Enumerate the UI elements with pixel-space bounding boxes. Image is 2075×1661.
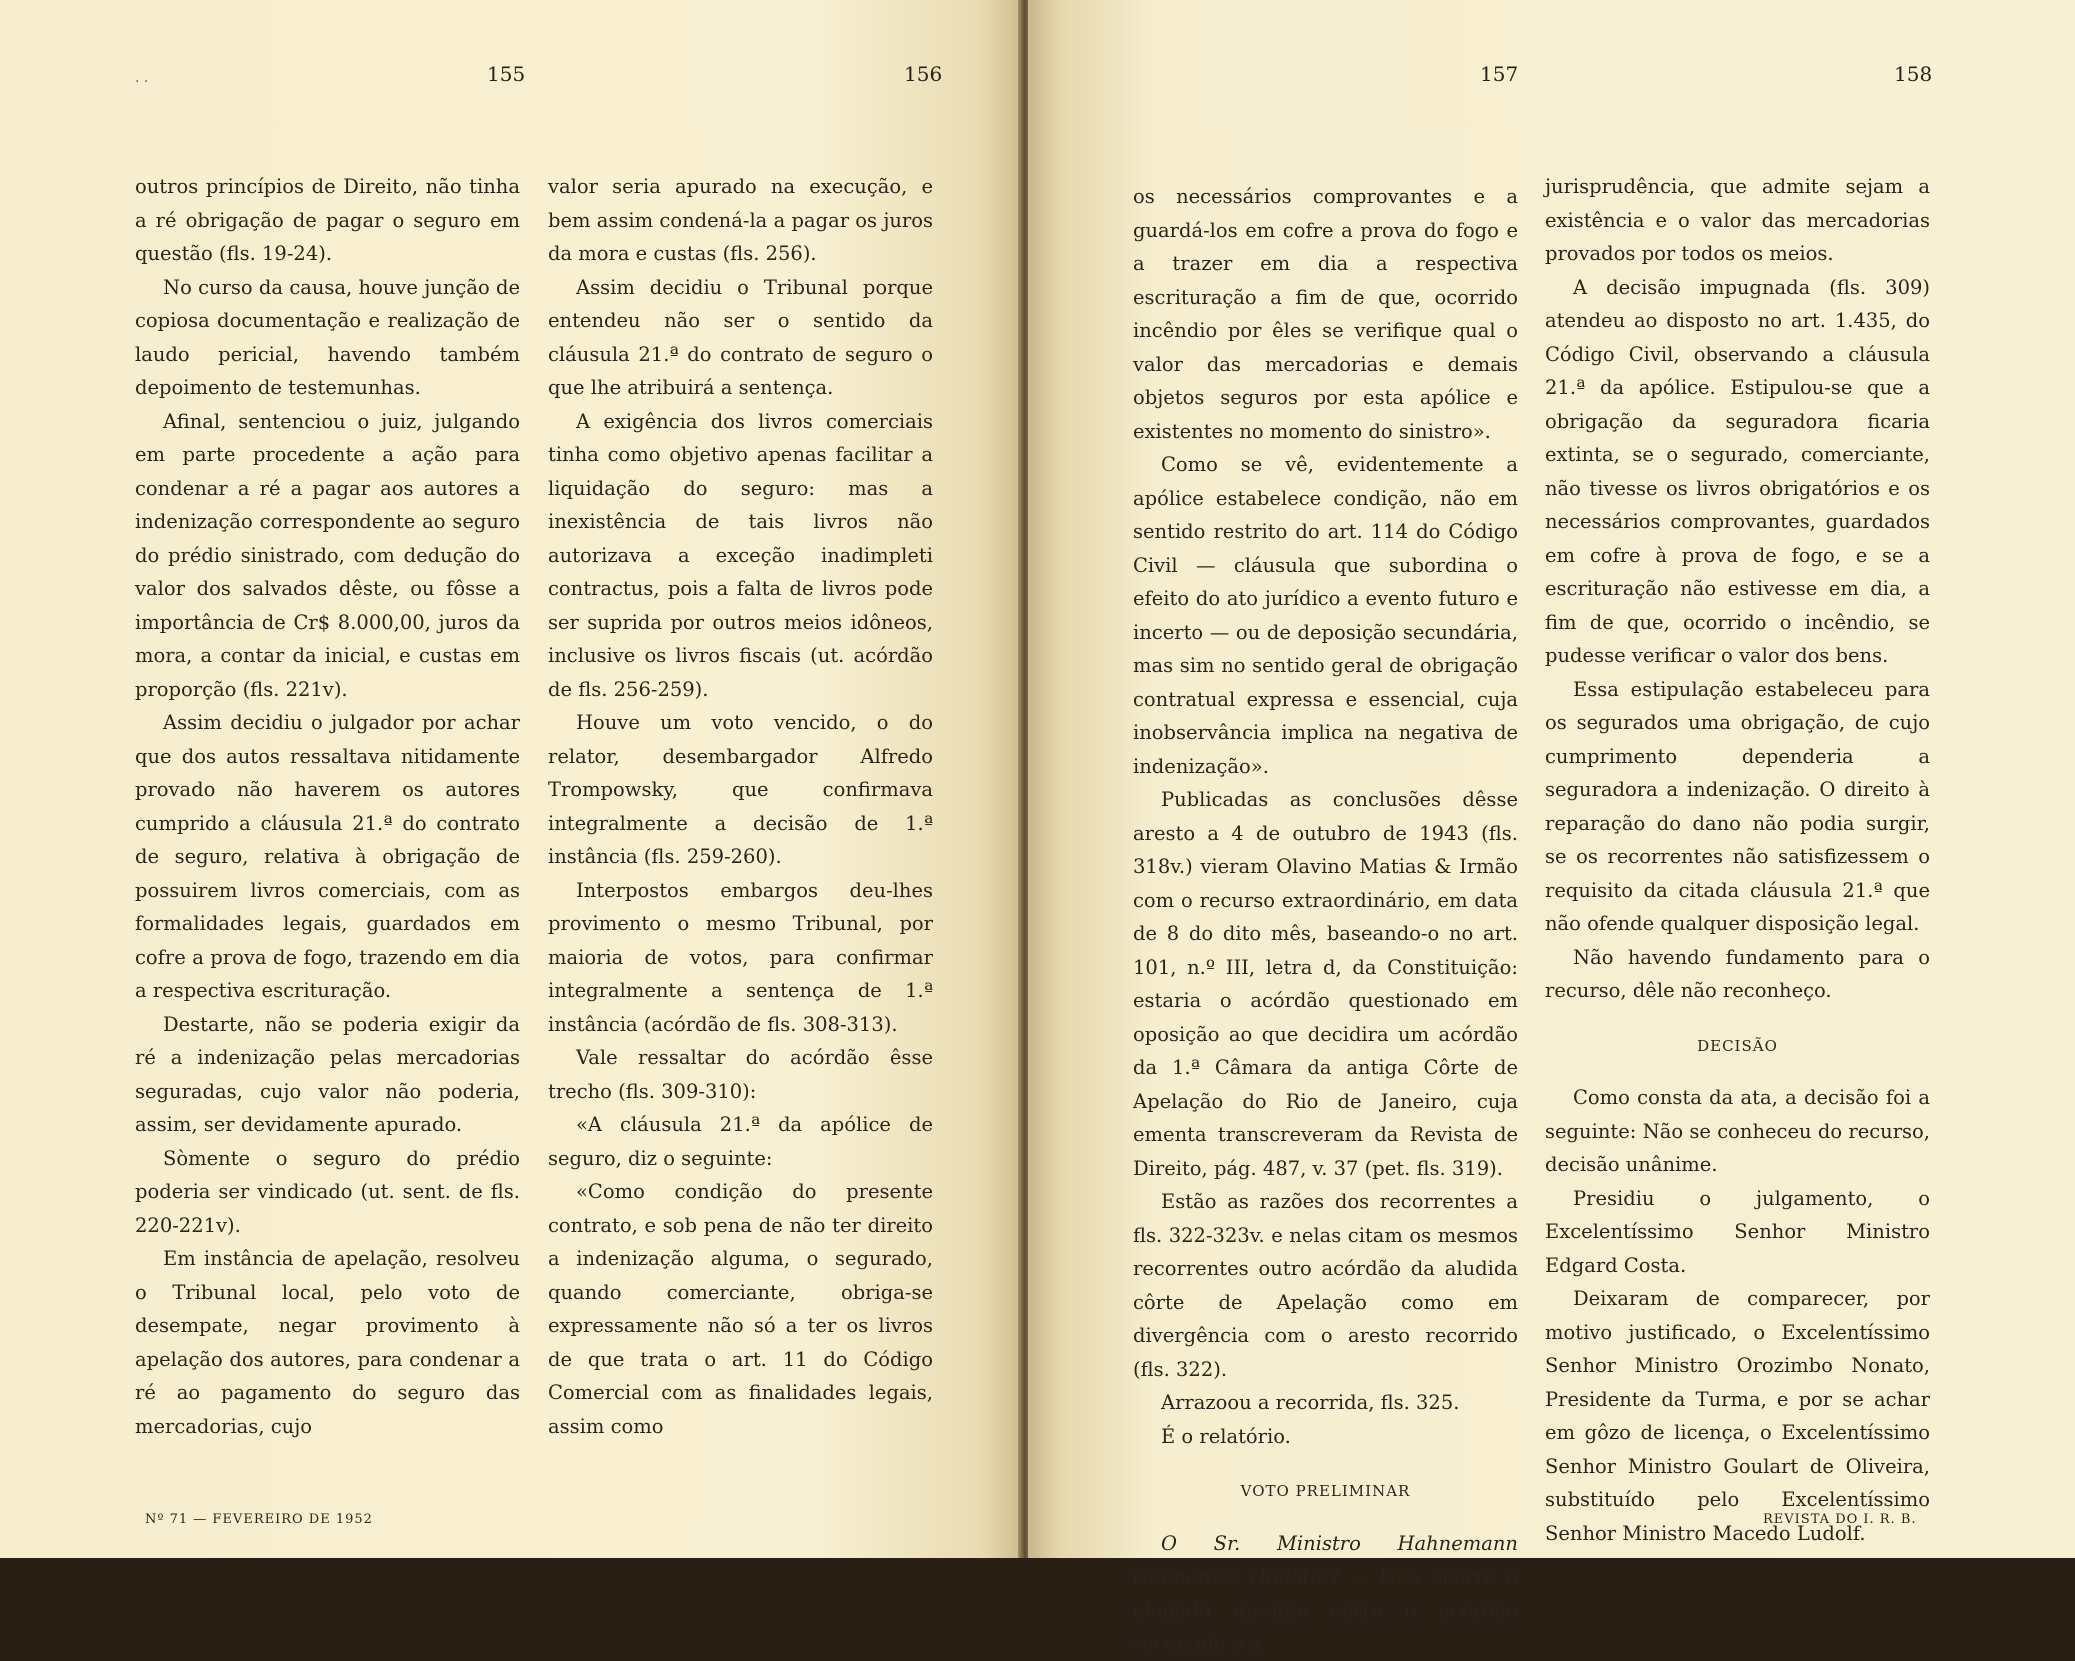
paragraph: «A cláusula 21.ª da apólice de seguro, diz o seguinte: <box>548 1113 933 1170</box>
section-heading-voto: VOTO PRELIMINAR <box>1240 1482 1411 1500</box>
paragraph: Assim decidiu o julgador por achar que dos autos ressaltava nitidamente provado não haverem os autores cumprido a cláusula 21.ª do contrato de seguro, relativa à obrigação de possuirem livros comerciais, com as formalidades legais, guardados em cofre a prova de fogo, trazendo em dia a respectiva escrituração. <box>135 711 520 1002</box>
paragraph: Como consta da ata, a decisão foi a seguinte: Não se conheceu do recurso, decisão unânime. <box>1545 1086 1930 1176</box>
column-page-156 <box>548 170 933 1443</box>
column-page-155 <box>135 170 520 1443</box>
paragraph: Não havendo fundamento para o recurso, dêle não reconheço. <box>1545 945 1930 1002</box>
paragraph: No curso da causa, houve junção de copiosa documentação e realização de laudo pericial, havendo também depoimento de testemunhas. <box>135 275 520 399</box>
paragraph: Arrazoou a recorrida, fls. 325. <box>1161 1391 1460 1414</box>
paragraph: Afinal, sentenciou o juiz, julgando em parte procedente a ação para condenar a ré a pagar aos autores a indenização correspondente ao seguro do prédio sinistrado, com dedução do valor dos salvados dêste, ou fôsse a importância de Cr$ 8.000,00, juros da mora, a contar da inicial, e custas em proporção (fls. 221v). <box>135 409 520 701</box>
paragraph: Estão as razões dos recorrentes a fls. 322-323v. e nelas citam os mesmos recorrentes outro acórdão da aludida côrte de Apelação como em divergência com o aresto recorrido (fls. 322). <box>1133 1190 1518 1381</box>
paragraph: Interpostos embargos deu-lhes provimento o mesmo Tribunal, por maioria de votos, para confirmar integralmente a sentença de 1.ª instância (acórdão de fls. 308-313). <box>548 878 933 1036</box>
paragraph: jurisprudência, que admite sejam a existência e o valor das mercadorias provados por todos os meios. <box>1545 175 1930 265</box>
page-number-158: 158 <box>1894 62 1933 86</box>
paragraph: Destarte, não se poderia exigir da ré a indenização pelas mercadorias seguradas, cujo valor não poderia, assim, ser devidamente apurado. <box>135 1012 520 1136</box>
paragraph <box>1133 1527 1518 1661</box>
paragraph: Essa estipulação estabeleceu para os segurados uma obrigação, de cujo cumprimento dependeria a seguradora a indenização. O direito à reparação do dano não podia surgir, se os recorrentes não satisfizessem o requisito da citada cláusula 21.ª que não ofende qualquer disposição legal. <box>1545 677 1930 935</box>
paragraph: Presidiu o julgamento, o Excelentíssimo Senhor Ministro Edgard Costa. <box>1545 1186 1930 1277</box>
footer-publication: REVISTA DO I. R. B. <box>1763 1512 1917 1527</box>
paragraph: «Como condição do presente contrato, e sob pena de não ter direito a indenização alguma, o segurado, quando comerciante, obriga-se expressamente não só a ter os livros de que trata o art. 11 do Código Comercial com as finalidades legais, assim como <box>548 1180 933 1438</box>
page-number-155: 155 <box>487 62 526 86</box>
footer-issue: Nº 71 — FEVEREIRO DE 1952 <box>145 1512 373 1527</box>
page-number-156: 156 <box>904 62 943 86</box>
paragraph: Em instância de apelação, resolveu o Tribunal local, pelo voto de desempate, negar provimento à apelação dos autores, para condenar a ré ao pagamento do seguro das mercadorias, cujo <box>135 1247 520 1438</box>
paragraph: Assim decidiu o Tribunal porque entendeu não ser o sentido da cláusula 21.ª do contrato de seguro o que lhe atribuirá a sentença. <box>548 275 933 399</box>
column-page-157 <box>1133 180 1518 1661</box>
paragraph: Deixaram de comparecer, por motivo justificado, o Excelentíssimo Senhor Ministro Orozimbo Nonato, Presidente da Turma, e por se achar em gôzo de licença, o Excelentíssimo Senhor Ministro Goulart de Oliveira, substituído pelo Excelentíssimo Senhor Ministro Macedo Ludolf. <box>1545 1287 1930 1545</box>
paragraph: Como se vê, evidentemente a apólice estabelece condição, não em sentido restrito do art. 114 do Código Civil — cláusula que subordina o efeito do ato jurídico a evento futuro e incerto — ou de deposição secundária, mas sim no sentido geral de obrigação contratual expressa e essencial, cuja inobservância implica na negativa de indenização». <box>1133 453 1518 778</box>
page-mark: · · <box>135 74 149 90</box>
paragraph: Publicadas as conclusões dêsse aresto a 4 de outubro de 1943 (fls. 318v.) vieram Olavino Matias & Irmão com o recurso extraordinário, em data de 8 do dito mês, baseando-o no art. 101, n.º III, letra d, da Constituição: estaria o acórdão questionado em oposição ao que decidira um acórdão da 1.ª Câmara da antiga Côrte de Apelação do Rio de Janeiro, cuja ementa transcreveram da Revista de Direito, pág. 487, v. 37 (pet. fls. 319). <box>1133 788 1518 1180</box>
column-page-158 <box>1545 170 1930 1550</box>
page-number-157: 157 <box>1480 62 1519 86</box>
paragraph: outros princípios de Direito, não tinha a ré obrigação de pagar o seguro em questão (fls. 19-24). <box>135 175 520 265</box>
paragraph: os necessários comprovantes e a guardá-los em cofre a prova do fogo e a trazer em dia a respectiva escrituração a fim de que, ocorrido incêndio por êles se verifique qual o valor das mercadorias e demais objetos seguros por esta apólice e existentes no momento do sinistro». <box>1133 185 1518 443</box>
paragraph: A decisão impugnada (fls. 309) atendeu ao disposto no art. 1.435, do Código Civil, observando a cláusula 21.ª da apólice. Estipulou-se que a obrigação da seguradora ficaria extinta, se o segurado, comerciante, não tivesse os livros obrigatórios e os necessários comprovantes, guardados em cofre à prova de fogo, e se a escrituração não estivesse em dia, a fim de que, ocorrido o incêndio, se pudesse verificar o valor dos bens. <box>1545 275 1930 667</box>
italic-speaker: O Sr. Ministro Hahnemann Guimarães (Relator) <box>1133 1531 1518 1588</box>
left-page <box>0 0 1022 1558</box>
paragraph: Vale ressaltar do acórdão êsse trecho (fls. 309-310): <box>548 1046 933 1103</box>
section-heading-decisao: DECISÃO <box>1697 1036 1778 1055</box>
paragraph: Sòmente o seguro do prédio poderia ser vindicado (ut. sent. de fls. 220-221v). <box>135 1146 520 1237</box>
paragraph: É o relatório. <box>1161 1424 1291 1448</box>
paragraph: A exigência dos livros comerciais tinha como objetivo apenas facilitar a liquidação do seguro: mas a inexistência de tais livros não autorizava a exceção inadimpleti contractus, pois a falta de livros pode ser suprida por outros meios idôneos, inclusive os livros fiscais (ut. acórdão de fls. 256-259). <box>548 409 933 701</box>
paragraph: Houve um voto vencido, o do relator, desembargador Alfredo Trompowsky, que confirmava integralmente a decisão de 1.ª instância (fls. 259-260). <box>548 711 933 868</box>
right-page <box>1028 0 2075 1655</box>
paragraph: valor seria apurado na execução, e bem assim condená-la a pagar os juros da mora e custas (fls. 256). <box>548 175 933 265</box>
paragraph-rest: — Não ocorre o alegado dissídio entre o acórdão recorrido e a <box>1133 1565 1519 1655</box>
